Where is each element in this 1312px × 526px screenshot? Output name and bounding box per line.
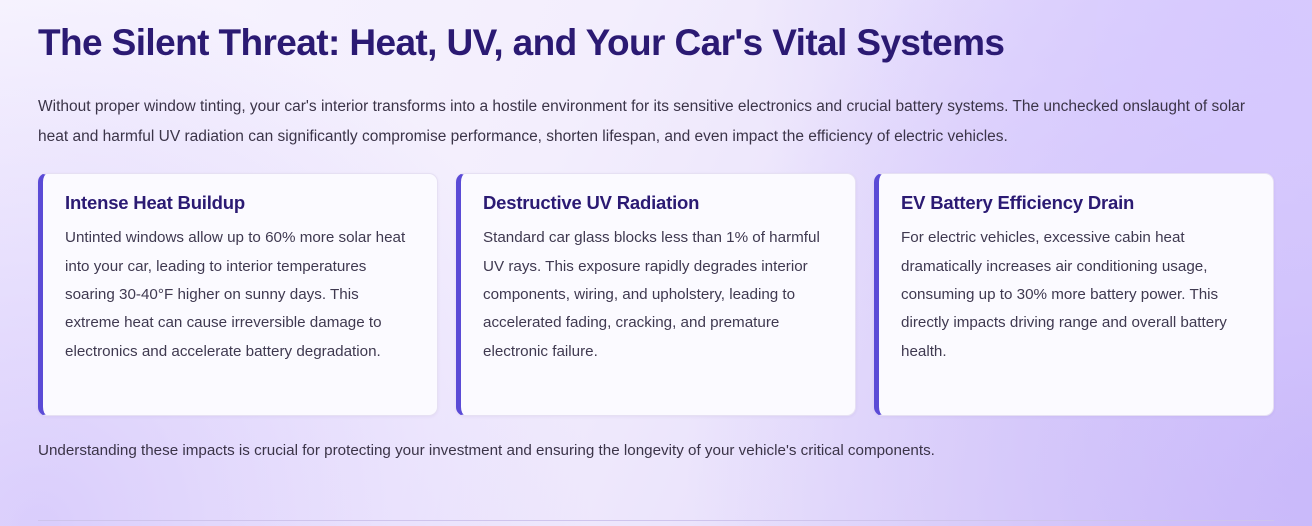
card-grid bbox=[38, 173, 1274, 416]
card-body: For electric vehicles, excessive cabin heat dramatically increases air conditioning usage, consuming up to 30% more battery power. This directly impacts driving range and overall battery health. bbox=[901, 229, 1227, 360]
card-body: Standard car glass blocks less than 1% of harmful UV rays. This exposure rapidly degrades interior components, wiring, and upholstery, leading to accelerated fading, cracking, and premature electronic failure. bbox=[483, 229, 820, 360]
info-card-heat bbox=[38, 173, 438, 416]
info-card-ev-battery bbox=[874, 173, 1274, 416]
footnote-text: Understanding these impacts is crucial for protecting your investment and ensuring the longevity of your vehicle's critical components. bbox=[38, 442, 935, 460]
divider bbox=[38, 520, 1274, 521]
card-body: Untinted windows allow up to 60% more solar heat into your car, leading to interior temperatures soaring 30-40°F higher on sunny days. This extreme heat can cause irreversible damage to electronics and accelerate battery degradation. bbox=[65, 229, 406, 360]
card-title: EV Battery Efficiency Drain bbox=[901, 192, 1135, 214]
page-title: The Silent Threat: Heat, UV, and Your Car's Vital Systems bbox=[38, 22, 1005, 63]
card-title: Destructive UV Radiation bbox=[483, 192, 700, 214]
info-card-uv bbox=[456, 173, 856, 416]
intro-paragraph: Without proper window tinting, your car's interior transforms into a hostile environment for its sensitive electronics and crucial battery systems. The unchecked onslaught of solar heat and harmful UV radiation can significantly compromise performance, shorten lifespan, and even impact the efficiency of electric vehicles. bbox=[38, 98, 1246, 145]
card-title: Intense Heat Buildup bbox=[65, 192, 245, 214]
